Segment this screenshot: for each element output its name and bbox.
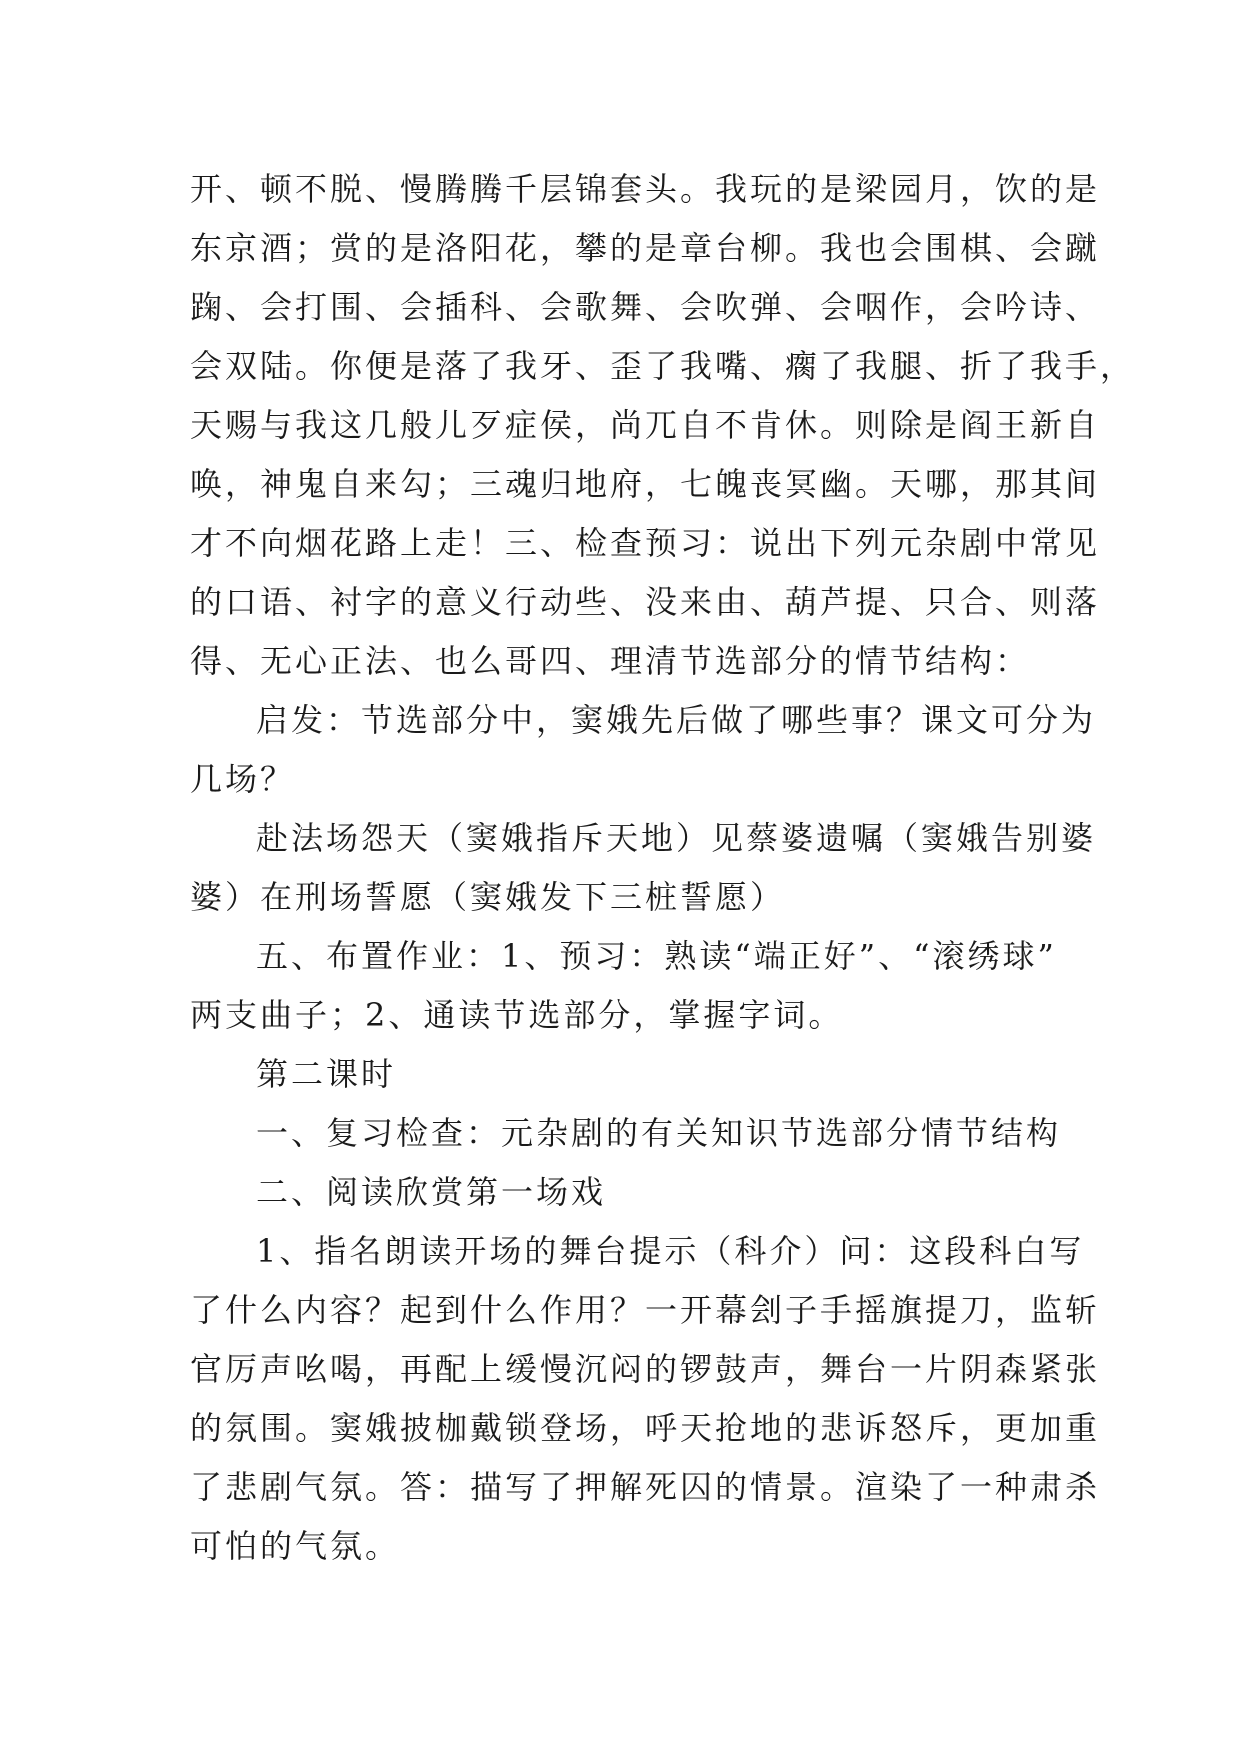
text-line: 才不向烟花路上走！三、检查预习：说出下列元杂剧中常见 [190,524,1101,562]
paragraph-start-line: 二、阅读欣赏第一场戏 [256,1173,607,1211]
text-line: 会双陆。你便是落了我牙、歪了我嘴、瘸了我腿、折了我手， [190,347,1136,385]
text-line: 官厉声吆喝，再配上缓慢沉闷的锣鼓声，舞台一片阴森紧张 [190,1350,1101,1388]
text-line: 踘、会打围、会插科、会歌舞、会吹弹、会咽作，会吟诗、 [190,288,1101,326]
text-line: 了什么内容？起到什么作用？一开幕刽子手摇旗提刀，监斩 [190,1291,1101,1329]
text-line: 东京酒；赏的是洛阳花，攀的是章台柳。我也会围棋、会蹴 [190,229,1101,267]
text-line: 两支曲子；2、通读节选部分，掌握字词。 [190,996,844,1034]
text-line: 唤，神鬼自来勾；三魂归地府，七魄丧冥幽。天哪，那其间 [190,465,1101,503]
paragraph-start-line: 一、复习检查：元杂剧的有关知识节选部分情节结构 [256,1114,1062,1152]
text-line: 几场？ [190,760,296,798]
section-heading: 第二课时 [256,1055,397,1093]
text-line: 了悲剧气氛。答：描写了押解死囚的情景。渲染了一种肃杀 [190,1468,1101,1506]
paragraph-start-line: 1、指名朗读开场的舞台提示（科介）问：这段科白写 [256,1232,1085,1270]
text-line: 的氛围。窦娥披枷戴锁登场，呼天抢地的悲诉怒斥，更加重 [190,1409,1101,1447]
text-line: 开、顿不脱、慢腾腾千层锦套头。我玩的是梁园月，饮的是 [190,170,1101,208]
paragraph-start-line: 启发：节选部分中，窦娥先后做了哪些事？课文可分为 [256,701,1097,739]
text-line: 的口语、衬字的意义行动些、没来由、葫芦提、只合、则落 [190,583,1101,621]
text-line: 可怕的气氛。 [190,1527,401,1565]
paragraph-start-line: 赴法场怨天（窦娥指斥天地）见蔡婆遗嘱（窦娥告别婆 [256,819,1097,857]
paragraph-start-line: 五、布置作业：1、预习：熟读“端正好”、“滚绣球” [256,937,1057,975]
text-line: 得、无心正法、也么哥四、理清节选部分的情节结构： [190,642,1031,680]
text-line: 天赐与我这几般儿歹症侯，尚兀自不肯休。则除是阎王新自 [190,406,1101,444]
document-page [190,160,1136,1576]
text-line: 婆）在刑场誓愿（窦娥发下三桩誓愿） [190,878,786,916]
